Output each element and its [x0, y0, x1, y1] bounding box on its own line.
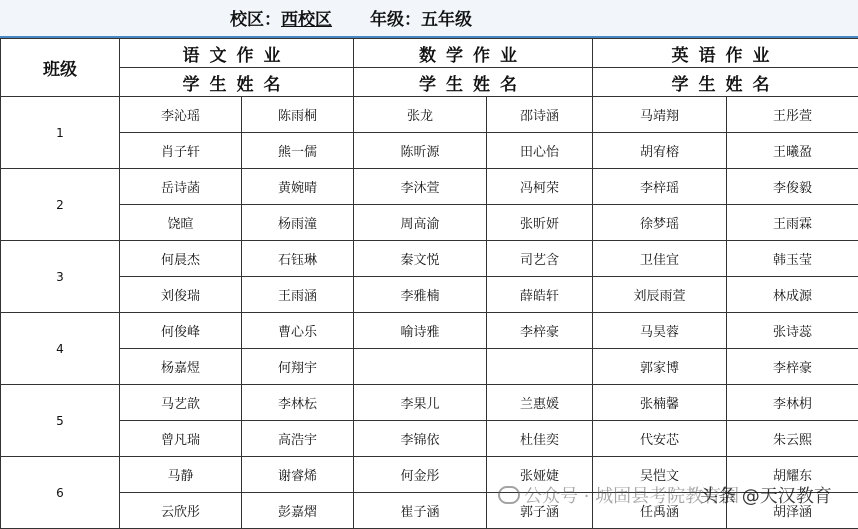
campus-label: 校区：	[230, 10, 281, 30]
student-name-cell: 陈昕源	[354, 133, 487, 169]
student-name-cell: 肖子轩	[120, 133, 242, 169]
header-line	[230, 5, 472, 30]
student-name-cell: 张娅婕	[487, 457, 593, 493]
student-name-cell: 马静	[120, 457, 242, 493]
student-name-cell: 张诗蕊	[727, 313, 858, 349]
subject-header-chinese: 语文作业	[120, 39, 354, 68]
student-name-cell: 田心怡	[487, 133, 593, 169]
student-name-cell: 何俊峰	[120, 313, 242, 349]
student-name-cell: 韩玉莹	[727, 241, 858, 277]
student-name-cell: 李锦依	[354, 421, 487, 457]
table-body	[1, 97, 858, 529]
table-row	[1, 313, 858, 349]
student-name-cell: 熊一儒	[242, 133, 354, 169]
subject-header-math: 数学作业	[354, 39, 593, 68]
student-name-cell: 李梓豪	[487, 313, 593, 349]
class-number: 6	[1, 457, 120, 529]
student-name-cell: 吴恺文	[593, 457, 727, 493]
grade-value: 五年级	[421, 10, 472, 30]
student-name-cell: 司艺含	[487, 241, 593, 277]
class-number: 1	[1, 97, 120, 169]
student-name-cell: 徐梦瑶	[593, 205, 727, 241]
student-name-cell: 刘俊瑞	[120, 277, 242, 313]
student-name-cell: 冯柯荣	[487, 169, 593, 205]
student-name-cell: 马艺歆	[120, 385, 242, 421]
class-number: 3	[1, 241, 120, 313]
student-name-header: 学生姓名	[593, 68, 858, 97]
student-name-cell: 云欣彤	[120, 493, 242, 529]
homework-table	[0, 38, 858, 529]
student-name-cell: 胡泽涵	[727, 493, 858, 529]
table-row	[1, 133, 858, 169]
student-name-cell: 何晨杰	[120, 241, 242, 277]
student-name-cell: 石钰琳	[242, 241, 354, 277]
student-name-cell: 何金彤	[354, 457, 487, 493]
grade-label: 年级：	[370, 10, 421, 30]
student-name-cell: 李沁瑶	[120, 97, 242, 133]
student-name-header: 学生姓名	[120, 68, 354, 97]
class-number: 4	[1, 313, 120, 385]
student-name-cell: 李沐萱	[354, 169, 487, 205]
student-name-cell: 邵诗涵	[487, 97, 593, 133]
student-name-cell: 郭家博	[593, 349, 727, 385]
table-row	[1, 169, 858, 205]
student-name-cell: 周高渝	[354, 205, 487, 241]
watermark-brand: 头条 @天汉教育	[700, 482, 832, 508]
student-name-cell: 李梓瑶	[593, 169, 727, 205]
student-name-cell: 饶暄	[120, 205, 242, 241]
student-name-cell: 王曦盈	[727, 133, 858, 169]
student-name-cell	[487, 349, 593, 385]
table-row	[1, 241, 858, 277]
student-name-cell: 王彤萱	[727, 97, 858, 133]
student-name-cell: 郭子涵	[487, 493, 593, 529]
student-name-cell: 杨嘉煜	[120, 349, 242, 385]
student-name-cell: 陈雨桐	[242, 97, 354, 133]
student-name-cell: 朱云熙	[727, 421, 858, 457]
student-name-cell: 张楠馨	[593, 385, 727, 421]
student-name-cell: 张昕妍	[487, 205, 593, 241]
student-name-cell: 喻诗雅	[354, 313, 487, 349]
wechat-icon	[498, 486, 520, 504]
student-name-cell: 曾凡瑞	[120, 421, 242, 457]
document-header	[0, 0, 858, 36]
table-row	[1, 349, 858, 385]
table-row	[1, 385, 858, 421]
subject-header-english: 英语作业	[593, 39, 858, 68]
student-name-cell: 任禹涵	[593, 493, 727, 529]
student-name-cell: 王雨涵	[242, 277, 354, 313]
student-name-cell: 刘辰雨萱	[593, 277, 727, 313]
student-name-cell: 何翔宇	[242, 349, 354, 385]
table-row	[1, 421, 858, 457]
student-name-cell: 黄婉晴	[242, 169, 354, 205]
student-name-cell: 崔子涵	[354, 493, 487, 529]
student-name-cell: 谢睿烯	[242, 457, 354, 493]
student-name-cell: 张龙	[354, 97, 487, 133]
student-name-cell: 李俊毅	[727, 169, 858, 205]
student-name-cell: 胡耀东	[727, 457, 858, 493]
student-name-header: 学生姓名	[354, 68, 593, 97]
student-name-cell: 高浩宇	[242, 421, 354, 457]
student-name-cell: 卫佳宜	[593, 241, 727, 277]
student-name-cell: 岳诗菡	[120, 169, 242, 205]
table-row	[1, 205, 858, 241]
student-name-cell	[354, 349, 487, 385]
student-name-cell: 曹心乐	[242, 313, 354, 349]
class-number: 2	[1, 169, 120, 241]
student-name-cell: 王雨霖	[727, 205, 858, 241]
student-name-cell: 马靖翔	[593, 97, 727, 133]
watermark-account-text: 公众号 · 城固县考院教育园	[524, 486, 739, 507]
campus-value: 西校区	[281, 10, 332, 30]
student-name-cell: 马昊蓉	[593, 313, 727, 349]
student-name-cell: 林成源	[727, 277, 858, 313]
class-number: 5	[1, 385, 120, 457]
student-name-cell: 杜佳奕	[487, 421, 593, 457]
student-name-cell: 彭嘉熠	[242, 493, 354, 529]
student-name-cell: 秦文悦	[354, 241, 487, 277]
student-name-cell: 李梓豪	[727, 349, 858, 385]
class-header: 班级	[1, 39, 120, 97]
student-name-cell: 兰惠媛	[487, 385, 593, 421]
student-name-cell: 杨雨潼	[242, 205, 354, 241]
student-name-cell: 李林枂	[727, 385, 858, 421]
student-name-cell: 李雅楠	[354, 277, 487, 313]
student-name-cell: 胡宥榕	[593, 133, 727, 169]
student-name-cell: 薛皓轩	[487, 277, 593, 313]
table-row	[1, 277, 858, 313]
student-name-cell: 李果儿	[354, 385, 487, 421]
table-row	[1, 97, 858, 133]
student-name-cell: 代安芯	[593, 421, 727, 457]
student-name-cell: 李林枟	[242, 385, 354, 421]
